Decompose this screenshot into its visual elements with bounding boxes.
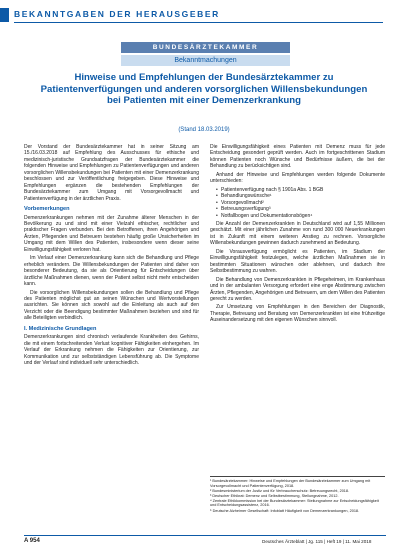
body-paragraph: Im Verlauf einer Demenzerkrankung kann sich die Behandlung und Pflege erheblich verändern. Die Willensbekundungen der Patienten sind daher von besonderer Bedeutung, da sie als Orientierung für Entscheidungen über ärztliche Maßnahmen dienen, wenn der Patient selbst nicht mehr entscheiden kann.: [24, 255, 199, 288]
body-paragraph: Zur Umsetzung von Empfehlungen in den Bereichen der Diagnostik, Therapie, Betreuung und Beratung von Demenzerkrankten ist eine frühzeitige Auseinandersetzung mit den eigenen Wünschen sinnvoll.: [210, 304, 385, 324]
section-header-rule: [14, 22, 383, 23]
section-header-label: BEKANNTGABEN DER HERAUSGEBER: [14, 9, 220, 19]
footnote: ⁴ Zentrale Ethikkommission bei der Bundesärztekammer: Stellungnahme zur Entscheidungsfähigkeit und Entscheidungsassistenz, 2016.: [210, 498, 379, 508]
list-item: • Notfallbogen und Dokumentationsbögen⁴: [216, 213, 385, 219]
footnote: ² Bundesministerium der Justiz und für Verbraucherschutz: Betreuungsrecht, 2018.: [210, 488, 350, 493]
section-heading: Vorbemerkungen: [24, 206, 70, 213]
article-date-stamp: (Stand 18.03.2019): [178, 127, 230, 133]
list-item: • Patientenverfügung nach § 1901a Abs. 1 BGB: [216, 187, 385, 193]
footnote: ¹ Bundesärztekammer: Hinweise und Empfehlungen der Bundesärztekammer zum Umgang mit Vorsorgevollmacht und Patientenverfügung, 2018.: [210, 479, 371, 488]
headline-line: Patientenverfügungen und anderen vorsorglichen Willensbekundungen: [40, 83, 368, 95]
headline-line: Hinweise und Empfehlungen der Bundesärztekammer zu: [74, 72, 334, 83]
body-paragraph: Die vorsorglichen Willensbekundungen sollen die Behandlung und Pflege des Patienten möglichst gut an seinen Wünschen und Wertvorstellungen ausrichten. Sie können sich sowohl auf die Einleitung als auch auf den Verzicht oder die Beendigung bestimmter Maßnahmen beziehen und sind für alle Beteiligten verbindlich.: [24, 289, 199, 322]
body-paragraph: Demenzerkrankungen nehmen mit der Zunahme älterer Menschen in der Bevölkerung zu und sind mit einer Vielzahl ethischer, rechtlicher und praktischer Fragen verbunden. Bei den Betroffenen, ihren Angehörigen und Ärzten, Pflegenden und Betreuern bestehen häufig große Unsicherheiten im Umgang mit dem Willen des Patienten, insbesondere wenn dieser seine Einwilligungsfähigkeit verloren hat.: [24, 214, 199, 253]
footnote: ³ Deutscher Ethikrat: Demenz und Selbstbestimmung, Stellungnahme, 2012.: [210, 493, 339, 498]
body-paragraph: Die Einwilligungsfähigkeit eines Patienten mit Demenz muss für jede Entscheidung gesondert geprüft werden. Auch im fortgeschrittenen Stadium können Patienten noch Wünsche und Bedürfnisse äußern, die bei der Behandlung zu berücksichtigen sind.: [210, 144, 385, 170]
body-paragraph: Demenzerkrankungen sind chronisch verlaufende Krankheiten des Gehirns, die mit einem fortschreitenden Verlust kognitiver Fähigkeiten einhergehen. Im Verlauf der Erkrankung nehmen die Fähigkeiten zur Orientierung, zur Kommunikation und zur selbstständigen Lebensführung ab. Die Symptome und der Verlauf sind individuell sehr unterschiedlich.: [24, 334, 199, 367]
institution-banner: BUNDESÄRZTEKAMMER: [121, 42, 290, 53]
section-heading: I. Medizinische Grundlagen: [24, 325, 97, 332]
right-column: [210, 144, 385, 326]
headline-line: bei Patienten mit einer Demenzerkrankung: [106, 95, 302, 107]
body-paragraph: Die Behandlung von Demenzerkrankten in Pflegeheimen, im Krankenhaus und in der ambulanten Versorgung erfordert eine enge Abstimmung zwischen Ärzten, Pflegenden, Angehörigen und Betreuern, um dem Willen des Patienten gerecht zu werden.: [210, 276, 385, 302]
list-item: • Vorsorgevollmacht²: [216, 200, 385, 206]
footnote: ⁵ Deutsche Alzheimer Gesellschaft: Infoblatt Häufigkeit von Demenzerkrankungen, 2018.: [210, 508, 360, 513]
journal-citation: Deutsches Ärzteblatt | Jg. 115 | Heft 19 | 11. Mai 2018: [262, 539, 372, 544]
body-paragraph: Die Anzahl der Demenzerkrankten in Deutschland wird auf 1,55 Millionen geschätzt. Mit einer jährlichen Zunahme von rund 300 000 Neuerkrankungen ist in Zukunft mit einem weiteren Anstieg zu rechnen. Vorsorgliche Willensbekundungen gewinnen dadurch zunehmend an Bedeutung.: [210, 220, 385, 247]
category-banner: Bekanntmachungen: [121, 55, 290, 66]
list-item: • Betreuungsverfügung³: [216, 206, 385, 212]
page-number: A 954: [24, 538, 40, 544]
body-paragraph: Anhand der Hinweise und Empfehlungen werden folgende Dokumente unterschieden:: [210, 171, 385, 185]
intro-paragraph: Der Vorstand der Bundesärztekammer hat in seiner Sitzung am 15./16.03.2018 auf Empfehlung des Ausschusses für ethische und medizinisch-juristische Grundsatzfragen der Bundesärztekammer die folgenden Hinweise und Empfehlungen zu Patientenverfügungen und anderen vorsorglichen Willensbekundungen bei Patienten mit einer Demenzerkrankung beschlossen und zur Veröffentlichung freigegeben. Diese Hinweise und Empfehlungen ergänzen die bestehenden Empfehlungen der Bundesärztekammer zum Umgang mit Vorsorgevollmacht und Patientenverfügung in der ärztlichen Praxis.: [24, 144, 199, 202]
section-header-accent: [0, 8, 9, 22]
left-column: [24, 144, 199, 369]
footer-rule: [24, 535, 386, 536]
article-headline: [24, 72, 384, 107]
footnotes: [210, 476, 385, 514]
document-type-list: [210, 187, 385, 219]
body-paragraph: Die Vorausverfügung ermöglicht es Patienten, im Stadium der Einwilligungsfähigkeit festzulegen, welche ärztlichen Maßnahmen sie in bestimmten Situationen wünschen oder ablehnen, und dadurch ihre Selbstbestimmung zu wahren.: [210, 248, 385, 275]
section-header-bar: [0, 8, 407, 22]
list-item: • Behandlungswünsche¹: [216, 193, 385, 199]
